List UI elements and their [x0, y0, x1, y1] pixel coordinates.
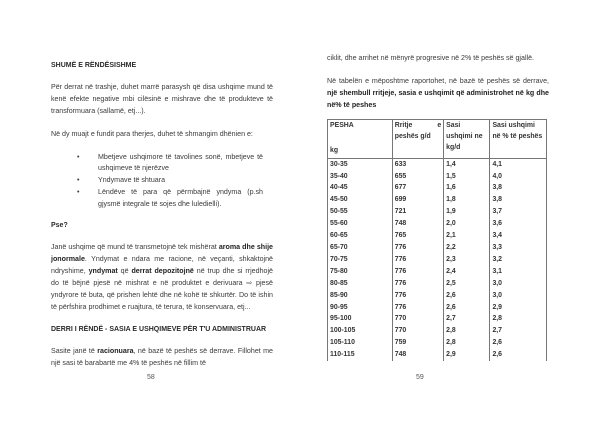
heading-why: Pse?: [51, 222, 68, 230]
table-body: [328, 158, 547, 361]
right-page: [300, 0, 600, 425]
table-row: [328, 254, 547, 266]
cell-feed-kg: 2,8: [444, 325, 490, 337]
table-row: [328, 158, 547, 170]
page-number: 59: [416, 374, 424, 381]
cell-gain: 699: [392, 194, 443, 206]
cell-gain: 748: [392, 349, 443, 361]
avoid-list: [51, 152, 273, 212]
cell-feed-percent: 2,6: [490, 349, 547, 361]
page-number: 58: [147, 374, 155, 381]
bullet-icon: •: [77, 176, 80, 185]
cell-weight: 55-60: [328, 218, 393, 230]
paragraph-table-intro: Në tabelën e mëposhtme raportohet, në bazë të peshës së derrave, një shembull rritjeje, sasia e ushqimit që administrohet në kg dhe në% të peshes: [327, 76, 549, 109]
cell-feed-kg: 2,6: [444, 302, 490, 314]
table-row: [328, 218, 547, 230]
cell-feed-kg: 2,9: [444, 349, 490, 361]
table-row: [328, 290, 547, 302]
table-row: [328, 337, 547, 349]
cell-weight: 80-85: [328, 278, 393, 290]
cell-feed-kg: 2,1: [444, 230, 490, 242]
cell-gain: 759: [392, 337, 443, 349]
list-item: • Yndymave të shtuara: [98, 175, 273, 187]
cell-gain: 721: [392, 206, 443, 218]
cell-feed-percent: 3,6: [490, 218, 547, 230]
cell-gain: 776: [392, 302, 443, 314]
cell-weight: 95-100: [328, 313, 393, 325]
header-weight-gain: Rritje e peshës g/d: [392, 119, 443, 158]
cell-feed-percent: 3,0: [490, 290, 547, 302]
paragraph-why: Janë ushqime që mund të transmetojnë tek mishërat aroma dhe shije jonormale. Yndymat e ndara me racione, në veçanti, shkaktojnë ndryshime, yndymat që derrat depozitojnë në trup dhe si rrjedhojë do të bëjnë pjesë në mishrat e në produktet e derivuara ⇨ pjesë yndyrore të buta, që prishen lehtë dhe në kohë të shkurtër. Do të ishin të përfshira prodhimet e ruajtura, të terura, të konservuara, etj...: [51, 242, 273, 311]
cell-gain: 633: [392, 158, 443, 170]
cell-feed-kg: 2,5: [444, 278, 490, 290]
cell-weight: 50-55: [328, 206, 393, 218]
cell-weight: 35-40: [328, 171, 393, 183]
cell-feed-kg: 2,3: [444, 254, 490, 266]
table-row: [328, 349, 547, 361]
cell-feed-percent: 2,9: [490, 302, 547, 314]
cell-weight: 105-110: [328, 337, 393, 349]
cell-gain: 765: [392, 230, 443, 242]
cell-weight: 65-70: [328, 242, 393, 254]
cell-gain: 776: [392, 278, 443, 290]
cell-feed-percent: 4,0: [490, 171, 547, 183]
cell-feed-percent: 4,1: [490, 158, 547, 170]
cell-feed-kg: 2,6: [444, 290, 490, 302]
table-row: [328, 278, 547, 290]
right-page-content: [327, 53, 549, 361]
header-feed-percent: Sasi ushqimi në % të peshës: [490, 119, 547, 158]
table-row: [328, 182, 547, 194]
cell-feed-percent: 3,4: [490, 230, 547, 242]
cell-feed-kg: 2,0: [444, 218, 490, 230]
cell-feed-percent: 3,1: [490, 266, 547, 278]
table-row: [328, 171, 547, 183]
table-header-row: [328, 119, 547, 158]
cell-feed-percent: 3,7: [490, 206, 547, 218]
cell-feed-kg: 1,8: [444, 194, 490, 206]
paragraph-continuation: ciklit, dhe arrihet në mënyrë progresive në 2% të peshës së gjallë.: [327, 54, 535, 62]
cell-feed-kg: 2,4: [444, 266, 490, 278]
cell-weight: 70-75: [328, 254, 393, 266]
header-weight: PESHA kg: [328, 119, 393, 158]
cell-feed-percent: 2,7: [490, 325, 547, 337]
cell-weight: 100-105: [328, 325, 393, 337]
cell-gain: 776: [392, 290, 443, 302]
cell-gain: 770: [392, 325, 443, 337]
table-row: [328, 206, 547, 218]
cell-weight: 40-45: [328, 182, 393, 194]
cell-feed-kg: 1,9: [444, 206, 490, 218]
cell-feed-percent: 2,6: [490, 337, 547, 349]
feeding-table: [327, 119, 547, 361]
cell-gain: 776: [392, 242, 443, 254]
cell-gain: 748: [392, 218, 443, 230]
cell-weight: 45-50: [328, 194, 393, 206]
cell-feed-percent: 3,0: [490, 278, 547, 290]
table-row: [328, 302, 547, 314]
heading-heavy-pig: DERRI I RËNDË - SASIA E USHQIMEVE PËR T'U ADMINISTRUAR: [51, 326, 267, 334]
cell-weight: 110-115: [328, 349, 393, 361]
table-row: [328, 325, 547, 337]
cell-gain: 677: [392, 182, 443, 194]
paragraph-before-slaughter: Në dy muajt e fundit para therjes, duhet të shmangim dhënien e:: [51, 129, 253, 138]
table-row: [328, 230, 547, 242]
cell-feed-percent: 2,8: [490, 313, 547, 325]
cell-feed-kg: 1,4: [444, 158, 490, 170]
cell-gain: 655: [392, 171, 443, 183]
cell-weight: 90-95: [328, 302, 393, 314]
table-row: [328, 266, 547, 278]
list-item: • Lëndëve të para që përmbajnë yndyma (p.sh gjysmë integrale të sojes dhe luledielli).: [77, 188, 263, 209]
cell-feed-kg: 2,8: [444, 337, 490, 349]
header-feed-kg: Sasi ushqimi ne kg/d: [444, 119, 490, 158]
cell-feed-percent: 3,3: [490, 242, 547, 254]
cell-gain: 770: [392, 313, 443, 325]
cell-weight: 75-80: [328, 266, 393, 278]
cell-gain: 776: [392, 254, 443, 266]
list-item: • Mbetjeve ushqimore të tavolines sonë, mbetjeve të ushqimeve të njerëzve: [77, 152, 263, 173]
cell-feed-percent: 3,2: [490, 254, 547, 266]
cell-feed-percent: 3,8: [490, 182, 547, 194]
cell-weight: 85-90: [328, 290, 393, 302]
left-page-content: [51, 60, 273, 370]
paragraph-intro: Për derrat në trashje, duhet marrë parasysh që disa ushqime mund të kenë efekte negative mbi cilësinë e mishrave dhe të produkteve të transformuara (sallamë, etj...).: [51, 82, 273, 115]
table-row: [328, 313, 547, 325]
cell-feed-percent: 3,8: [490, 194, 547, 206]
table-row: [328, 242, 547, 254]
table-row: [328, 194, 547, 206]
cell-weight: 60-65: [328, 230, 393, 242]
paragraph-quantities: Sasite janë të racionuara, në bazë të peshës së derrave. Fillohet me një sasi të barabartë me 4% të peshës në fillim të: [51, 347, 273, 368]
bullet-icon: •: [77, 188, 80, 197]
cell-feed-kg: 1,5: [444, 171, 490, 183]
bullet-icon: •: [77, 152, 80, 161]
cell-feed-kg: 2,7: [444, 313, 490, 325]
cell-feed-kg: 2,2: [444, 242, 490, 254]
cell-weight: 30-35: [328, 158, 393, 170]
cell-gain: 776: [392, 266, 443, 278]
cell-feed-kg: 1,6: [444, 182, 490, 194]
heading-very-important: SHUMË E RËNDËSISHME: [51, 62, 137, 69]
